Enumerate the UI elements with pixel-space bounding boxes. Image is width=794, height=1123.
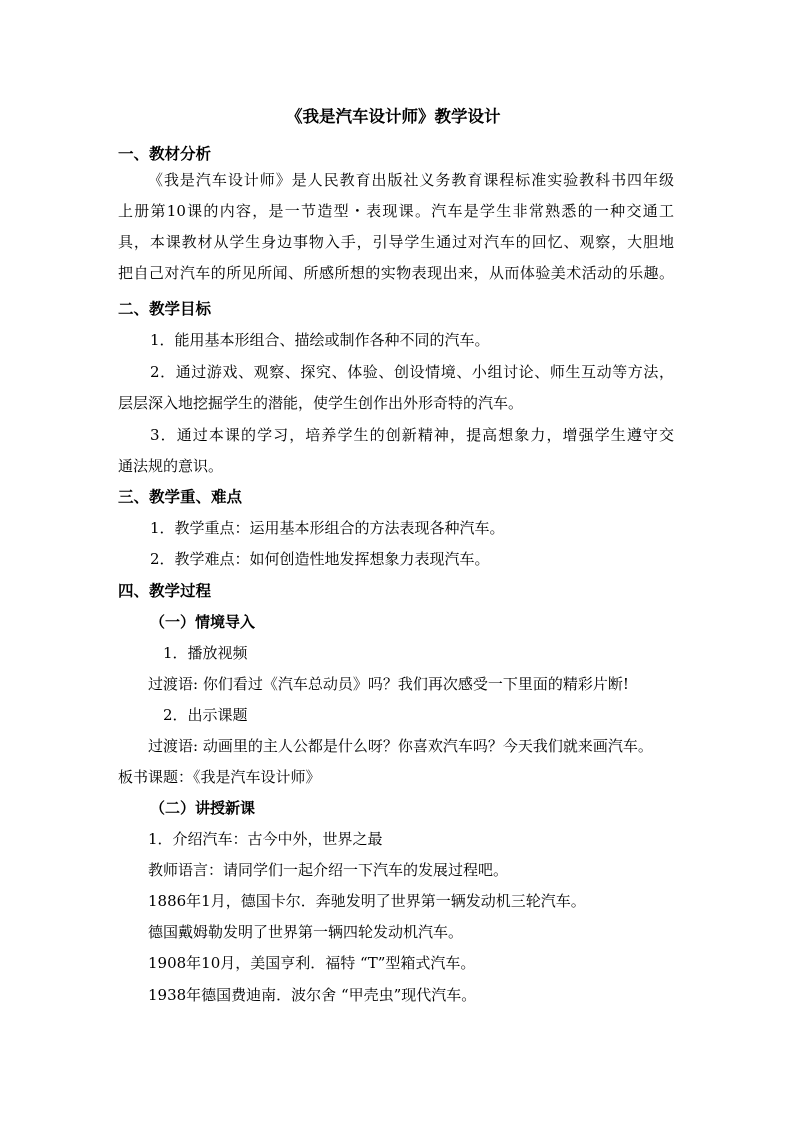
history-fact-1: 1886年1月，德国卡尔．奔驰发明了世界第一辆发动机三轮汽车。 [148, 892, 586, 910]
process-part-2-heading: （二）讲授新课 [150, 799, 256, 817]
process-step-play-video: 1．播放视频 [163, 644, 248, 662]
objective-item-3-line-2: 通法规的意识。 [118, 457, 224, 475]
section-heading-key-points: 三、教学重、难点 [118, 487, 243, 506]
history-fact-4: 1938年德国费迪南．波尔舍 “甲壳虫”现代汽车。 [148, 986, 477, 1004]
analysis-line-1: 《我是汽车设计师》是人民教育出版社义务教育课程标准实验教科书四年级 [148, 171, 674, 189]
analysis-line-4: 把自己对汽车的所见所闻、所感所想的实物表现出来，从而体验美术活动的乐趣。 [118, 264, 674, 282]
section-heading-objectives: 二、教学目标 [118, 299, 212, 318]
history-fact-3: 1908年10月，美国亨利．福特 “T”型箱式汽车。 [148, 954, 476, 972]
process-step-introduce-cars: 1．介绍汽车：古今中外，世界之最 [148, 830, 383, 848]
objective-item-2-line-2: 层层深入地挖掘学生的潜能，使学生创作出外形奇特的汽车。 [118, 394, 524, 412]
process-transition-2: 过渡语: 动画里的主人公都是什么呀？你喜欢汽车吗？今天我们就来画汽车。 [148, 737, 653, 755]
process-transition-1: 过渡语: 你们看过《汽车总动员》吗？我们再次感受一下里面的精彩片断! [148, 675, 629, 693]
process-step-show-topic: 2．出示课题 [163, 706, 248, 724]
process-board-title: 板书课题：《我是汽车设计师》 [118, 768, 321, 786]
process-part-1-heading: （一）情境导入 [150, 613, 256, 631]
objective-item-2-line-1: 2．通过游戏、观察、探究、体验、创设情境、小组讨论、师生互动等方法， [150, 363, 674, 381]
analysis-line-3: 具，本课教材从学生身边事物入手，引导学生通过对汽车的回忆、观察，大胆地 [118, 233, 674, 251]
key-point-item-1: 1．教学重点：运用基本形组合的方法表现各种汽车。 [150, 519, 505, 537]
section-heading-analysis: 一、教材分析 [118, 144, 212, 163]
document-title: 《我是汽车设计师》教学设计 [286, 107, 501, 126]
objective-item-3-line-1: 3．通过本课的学习，培养学生的创新精神，提高想象力，增强学生遵守交 [150, 426, 674, 444]
analysis-line-2: 上册第10课的内容，是一节造型・表现课。汽车是学生非常熟悉的一种交通工 [118, 202, 674, 220]
objective-item-1: 1．能用基本形组合、描绘或制作各种不同的汽车。 [150, 331, 490, 349]
process-teacher-language: 教师语言：请同学们一起介绍一下汽车的发展过程吧。 [148, 861, 509, 879]
history-fact-2: 德国戴姆勒发明了世界第一辆四轮发动机汽车。 [148, 923, 464, 941]
section-heading-process: 四、教学过程 [118, 581, 212, 600]
key-point-item-2: 2．教学难点：如何创造性地发挥想象力表现汽车。 [150, 550, 490, 568]
